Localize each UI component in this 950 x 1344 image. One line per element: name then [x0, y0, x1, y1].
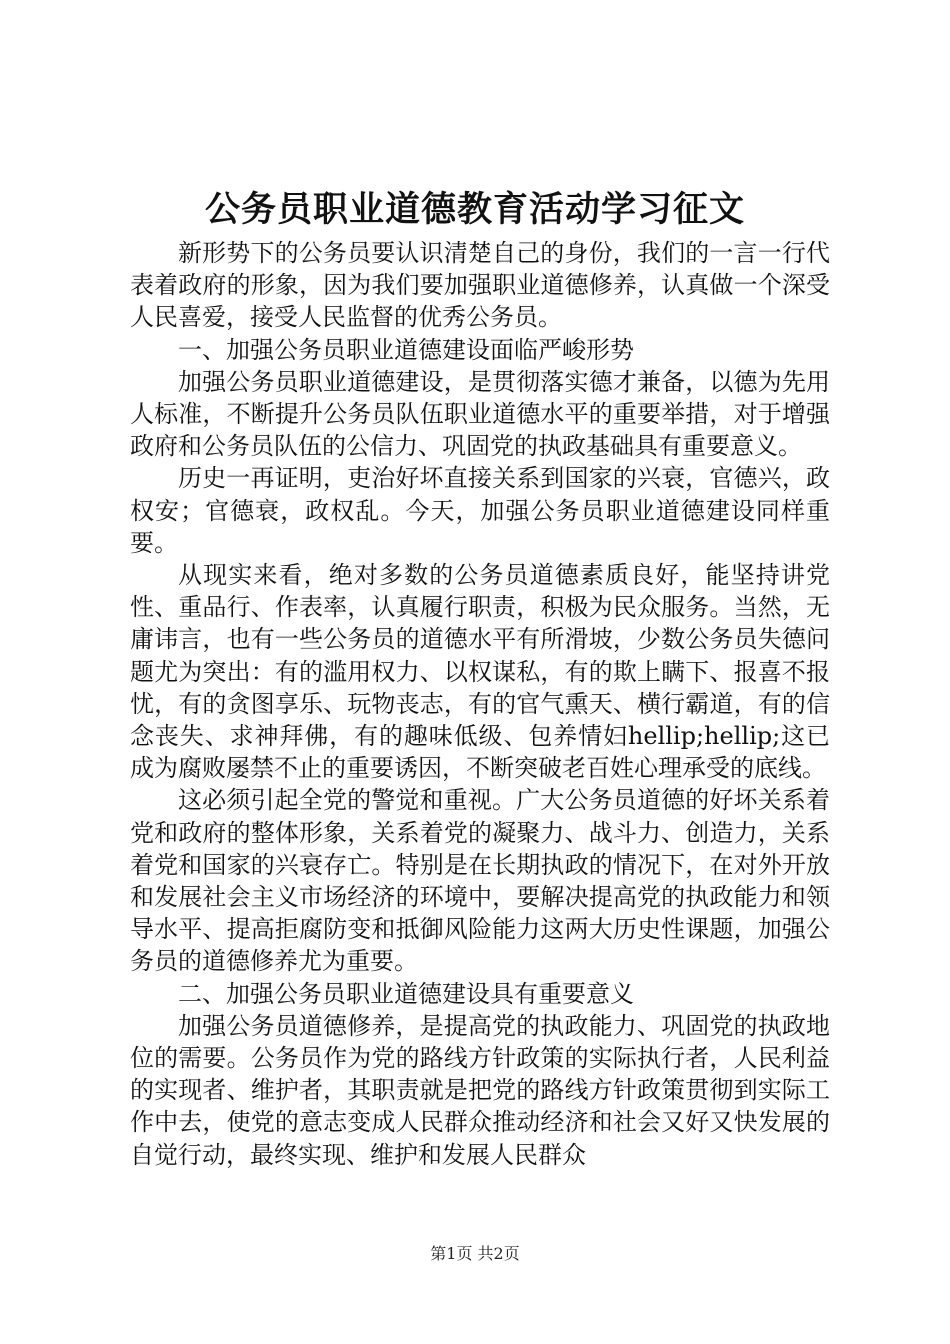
- page-number: 第1页 共2页: [430, 1244, 520, 1263]
- document-title: 公务员职业道德教育活动学习征文: [204, 189, 745, 230]
- paragraph: 历史一再证明，吏治好坏直接关系到国家的兴衰，官德兴，政权安；官德衰，政权乱。今天，加强公务员职业道德建设同样重要。: [130, 464, 830, 557]
- section-heading-2: 二、加强公务员职业道德建设具有重要意义: [178, 979, 634, 1008]
- paragraph: 这必须引起全党的警觉和重视。广大公务员道德的好坏关系着党和政府的整体形象，关系着党的凝聚力、战斗力、创造力，关系着党和国家的兴衰存亡。特别是在长期执政的情况下，在对外开放和发展社会主义市场经济的环境中，要解决提高党的执政能力和领导水平、提高拒腐防变和抵御风险能力这两大历史性课题，加强公务员的道德修养尤为重要。: [130, 786, 830, 976]
- paragraph: 加强公务员职业道德建设，是贯彻落实德才兼备，以德为先用人标准，不断提升公务员队伍职业道德水平的重要举措，对于增强政府和公务员队伍的公信力、巩固党的执政基础具有重要意义。: [130, 367, 830, 461]
- paragraph: 从现实来看，绝对多数的公务员道德素质良好，能坚持讲党性、重品行、作表率，认真履行职责，积极为民众服务。当然，无庸讳言，也有一些公务员的道德水平有所滑坡，少数公务员失德问题尤为突出：有的滥用权力、以权谋私，有的欺上瞒下、报喜不报忧，有的贪图享乐、玩物丧志，有的官气熏天、横行霸道，有的信念丧失、求神拜佛，有的趣味低级、包养情妇hellip;hellip;这已成为腐败屡禁不止的重要诱因，不断突破老百姓心理承受的底线。: [130, 561, 830, 783]
- paragraph-intro: 新形势下的公务员要认识清楚自己的身份，我们的一言一行代表着政府的形象，因为我们要加强职业道德修养，认真做一个深受人民喜爱，接受人民监督的优秀公务员。: [130, 239, 830, 332]
- document-body: [130, 237, 830, 1171]
- section-heading-1: 一、加强公务员职业道德建设面临严峻形势: [178, 335, 634, 364]
- paragraph: 加强公务员道德修养，是提高党的执政能力、巩固党的执政地位的需要。公务员作为党的路线方针政策的实际执行者，人民利益的实现者、维护者，其职责就是把党的路线方针政策贯彻到实际工作中去，使党的意志变成人民群众推动经济和社会又好又快发展的自觉行动，最终实现、维护和发展人民群众: [130, 1011, 830, 1169]
